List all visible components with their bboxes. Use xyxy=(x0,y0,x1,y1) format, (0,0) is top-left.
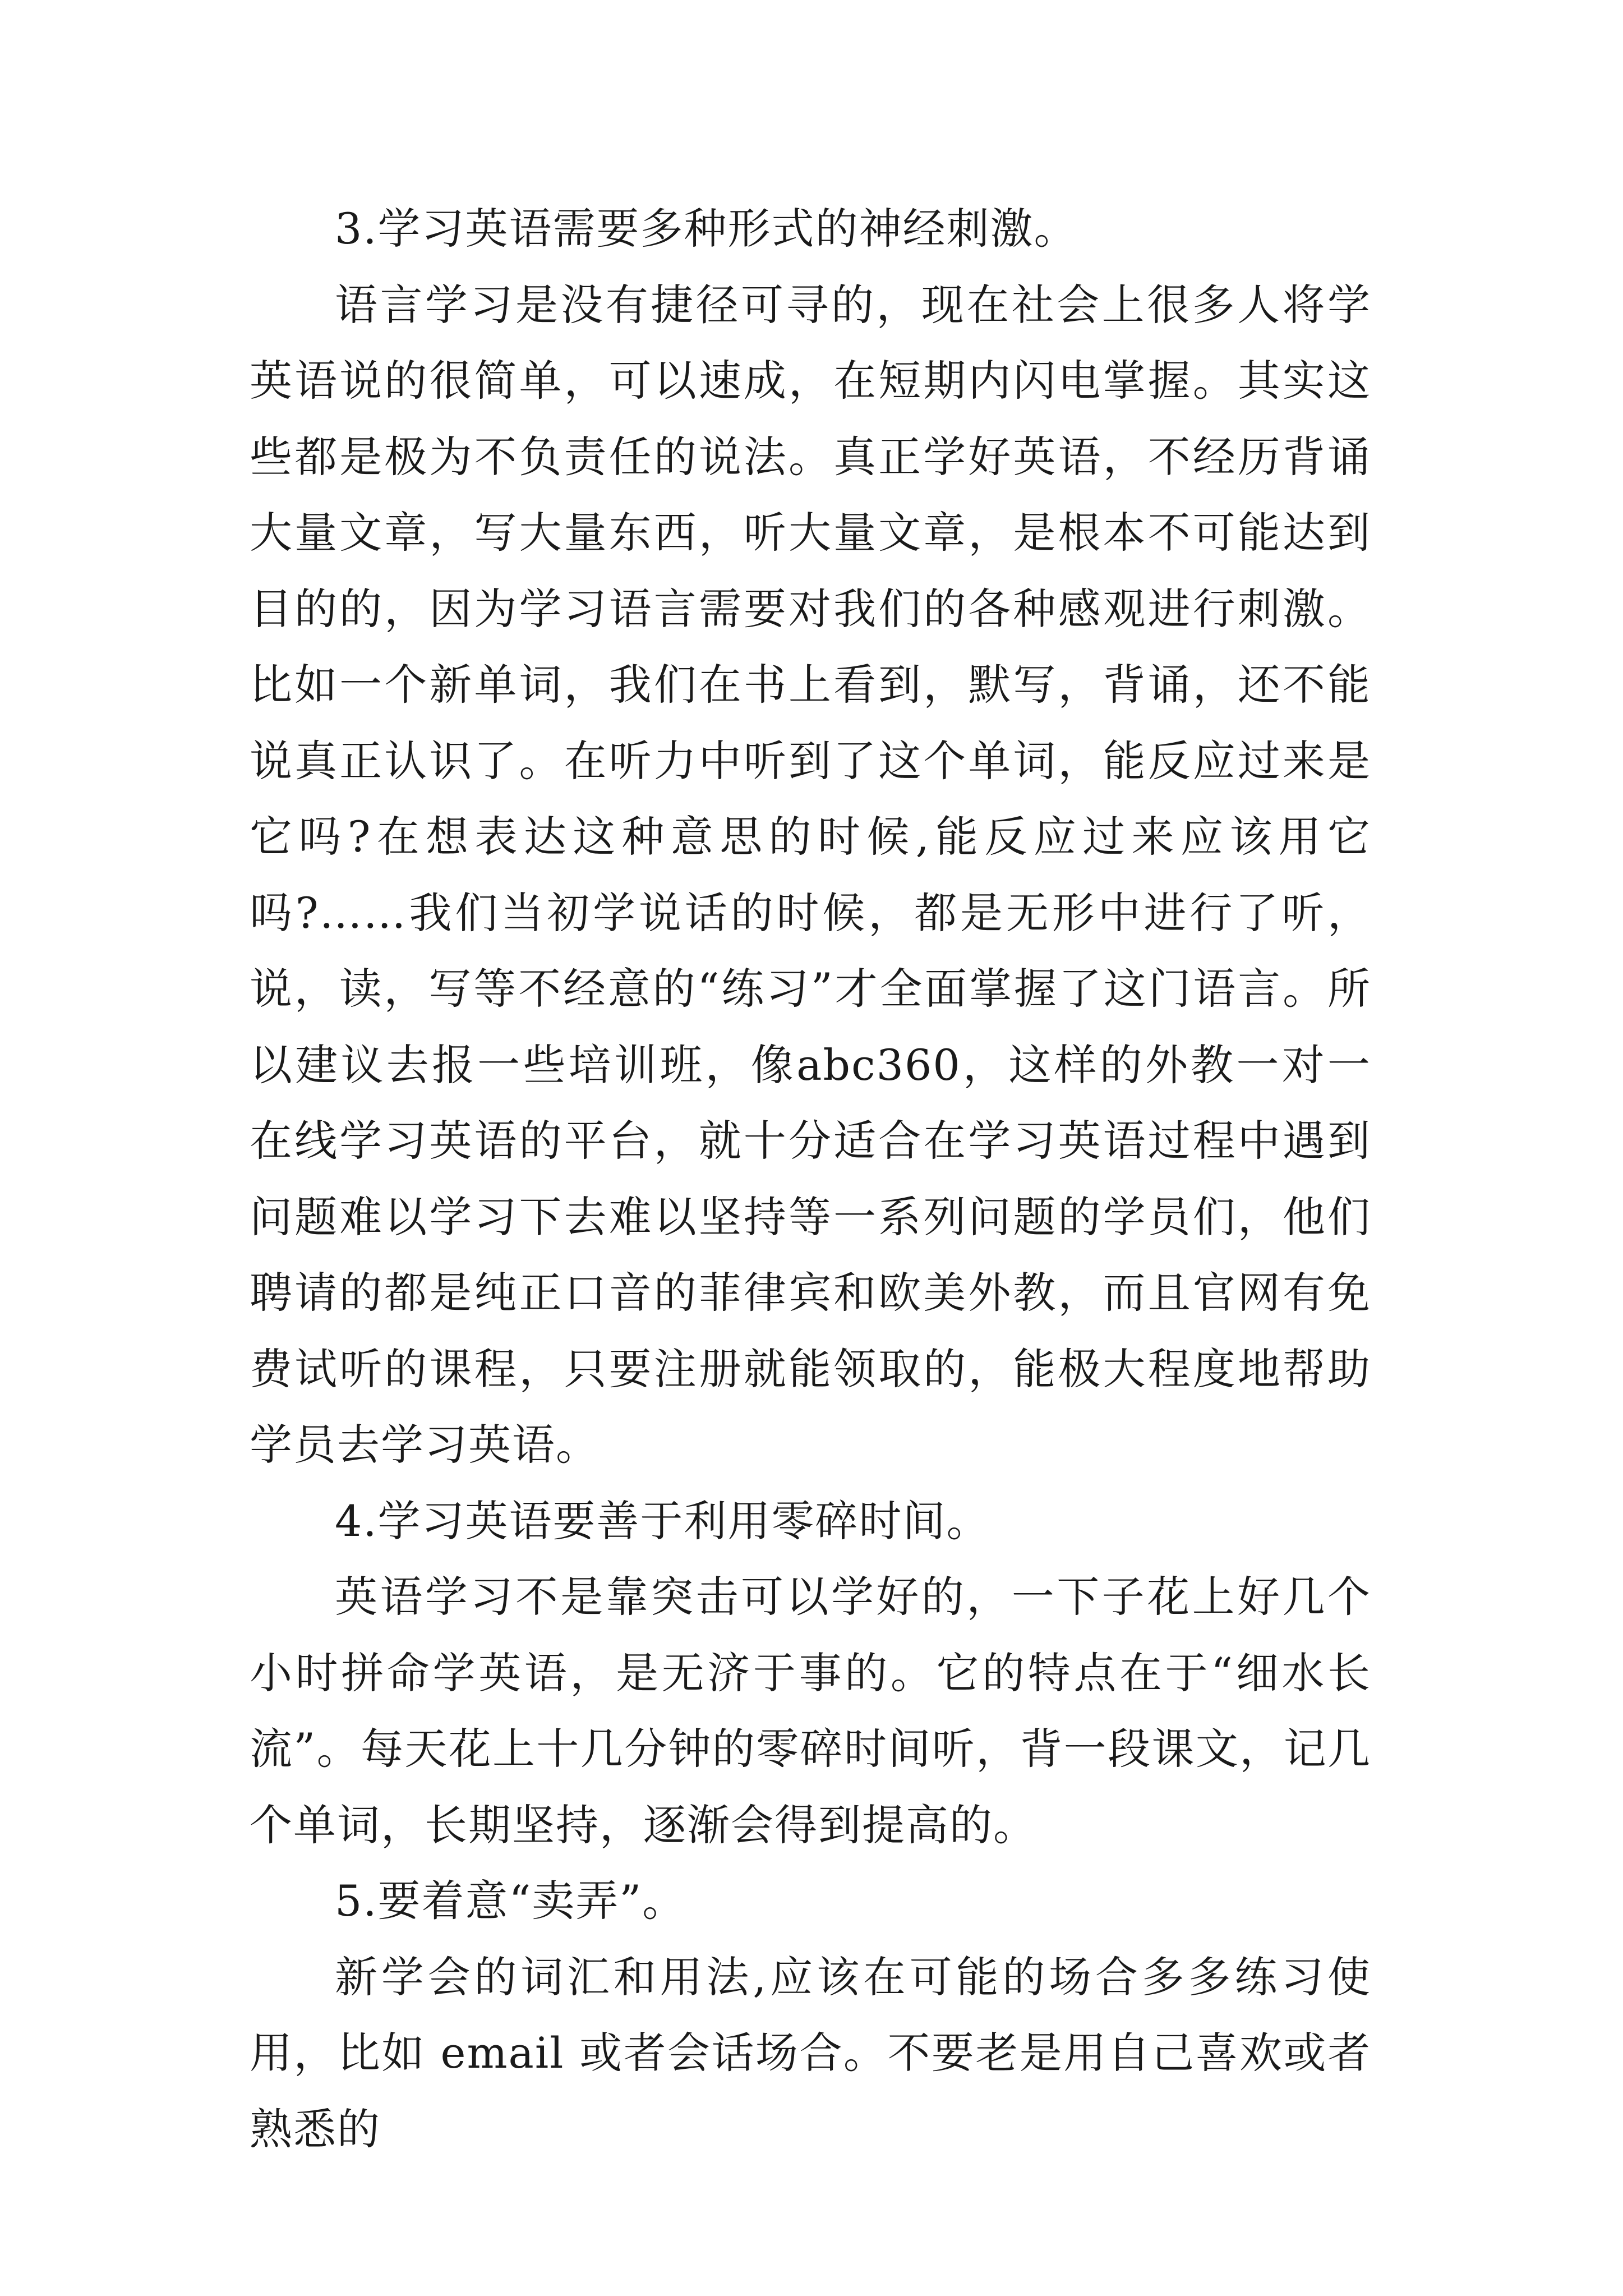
document-body xyxy=(250,191,1371,2167)
body-paragraph: 新学会的词汇和用法,应该在可能的场合多多练习使用，比如 email 或者会话场合。不要老是用自己喜欢或者熟悉的 xyxy=(250,1952,1371,2154)
section-heading-5: 5.要着意“卖弄”。 xyxy=(335,1876,686,1926)
section-heading-4: 4.学习英语要善于利用零碎时间。 xyxy=(335,1496,990,1546)
body-paragraph: 语言学习是没有捷径可寻的，现在社会上很多人将学英语说的很简单，可以速成，在短期内闪电掌握。其实这些都是极为不负责任的说法。真正学好英语，不经历背诵大量文章，写大量东西，听大量文章，是根本不可能达到目的的，因为学习语言需要对我们的各种感观进行刺激。比如一个新单词，我们在书上看到，默写，背诵，还不能说真正认识了。在听力中听到了这个单词，能反应过来是它吗?在想表达这种意思的时候,能反应过来应该用它吗?……我们当初学说话的时候，都是无形中进行了听，说，读，写等不经意的“练习”才全面掌握了这门语言。所以建议去报一些培训班，像abc360，这样的外教一对一在线学习英语的平台，就十分适合在学习英语过程中遇到问题难以学习下去难以坚持等一系列问题的学员们，他们聘请的都是纯正口音的菲律宾和欧美外教，而且官网有免费试听的课程，只要注册就能领取的，能极大程度地帮助学员去学习英语。 xyxy=(250,279,1371,1470)
section-heading-3: 3.学习英语需要多种形式的神经刺激。 xyxy=(335,204,1078,254)
body-paragraph: 英语学习不是靠突击可以学好的，一下子花上好几个小时拼命学英语，是无济于事的。它的特点在于“细水长流”。每天花上十几分钟的零碎时间听，背一段课文，记几个单词，长期坚持，逐渐会得到提高的。 xyxy=(250,1572,1371,1850)
